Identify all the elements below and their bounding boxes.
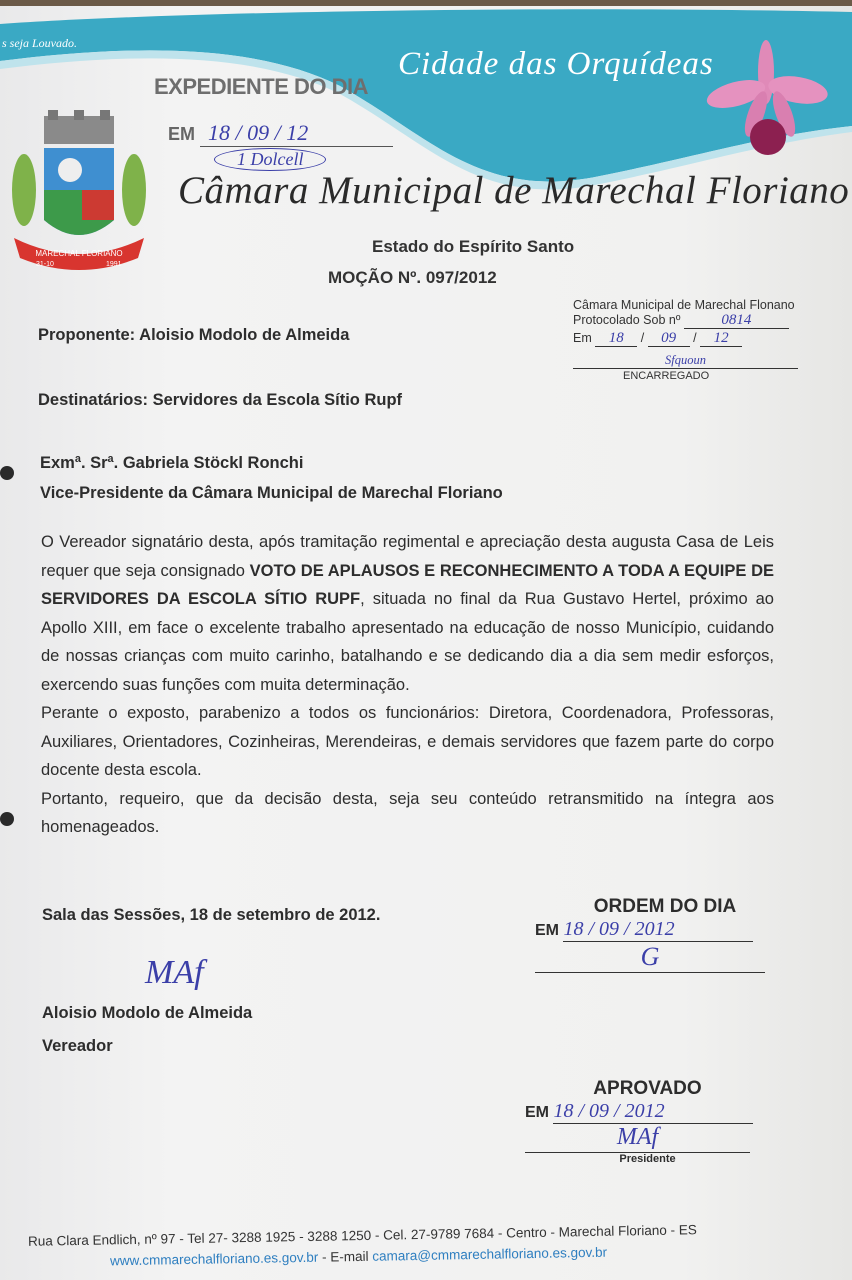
- p1-text: O Vereador signatário desta, após tramitação regimental e apreciação desta augusta Casa de Leis requer que seja consignado: [41, 533, 774, 580]
- orchid-logo: [706, 32, 832, 160]
- addressee-name: Exmª. Srª. Gabriela Stöckl Ronchi: [40, 454, 304, 472]
- signer-role: Vereador: [42, 1037, 113, 1055]
- footer-website[interactable]: www.cmmarechalfloriano.es.gov.br: [109, 1249, 319, 1269]
- ordem-date: 18 / 09 / 2012: [563, 918, 753, 942]
- expediente-date: 18 / 09 / 12: [200, 120, 393, 147]
- ordem-em-label: EM: [535, 922, 559, 939]
- proponente-label: Proponente:: [38, 326, 136, 344]
- vereador-signature: MAf: [145, 954, 204, 991]
- crest-date-right: 1991: [106, 261, 122, 268]
- paragraph-2: Perante o exposto, parabenizo a todos os funcionários: Diretora, Coordenadora, Professoras, Auxiliares, Orientadores, Cozinheiras, Merendeiras, e demais servidores que fazem parte do corpo docente desta escola.: [41, 704, 774, 779]
- ordem-do-dia-stamp: [535, 896, 775, 973]
- motion-number: MOÇÃO Nº. 097/2012: [328, 268, 497, 287]
- aprovado-date: 18 / 09 / 2012: [553, 1100, 753, 1124]
- p1-end: , situada no final da Rua Gustavo Hertel, próximo ao Apollo XIII, em face o excelente trabalho apresentado na educação de nosso Município, cuidando de nossas crianças com muito carinho, batalhando e se dedicando dia a dia sem medir esforços, exercendo suas funções com muita determinação.: [41, 590, 774, 694]
- protocol-signature: Sfquoun: [573, 353, 798, 369]
- protocol-stamp-header: Câmara Municipal de Marechal Flonano: [573, 298, 795, 312]
- protocol-role: ENCARREGADO: [623, 370, 710, 382]
- destinatarios: [38, 391, 402, 410]
- paragraph-1: [41, 528, 774, 699]
- proponente: [38, 326, 349, 345]
- protocol-stamp: Câmara Municipal de Marechal Flonano Protocolado Sob nº 0814 Em 18 / 09 / 12 Sfquoun ENCARREGADO: [573, 298, 798, 384]
- protocol-year: 12: [700, 331, 742, 347]
- crest-banner-text: MARECHAL FLORIANO: [35, 249, 123, 258]
- document-page: [0, 6, 852, 1280]
- footer-email[interactable]: camara@cmmarechalfloriano.es.gov.br: [372, 1244, 608, 1264]
- aprovado-em-label: EM: [525, 1104, 549, 1121]
- aprovado-label: APROVADO: [593, 1078, 702, 1099]
- punch-hole: [0, 466, 14, 480]
- ordem-initials: G: [535, 942, 765, 973]
- president-signature: MAf: [525, 1124, 750, 1153]
- protocol-number: 0814: [684, 313, 789, 329]
- footer-email-label: - E-mail: [318, 1248, 373, 1265]
- destinatarios-label: Destinatários:: [38, 391, 149, 409]
- protocol-em-label: Em: [573, 331, 592, 345]
- state-name: Estado do Espírito Santo: [372, 237, 575, 256]
- place-date: Sala das Sessões, 18 de setembro de 2012.: [42, 906, 381, 924]
- signer-name: Aloisio Modolo de Almeida: [42, 1004, 253, 1022]
- expediente-em-label: EM: [168, 124, 195, 144]
- crest-date-left: 31-10: [36, 261, 54, 268]
- destinatarios-value: Servidores da Escola Sítio Rupf: [152, 391, 403, 409]
- protocol-month: 09: [648, 331, 690, 347]
- addressee-role: Vice-Presidente da Câmara Municipal de Marechal Floriano: [40, 484, 503, 502]
- footer-contact: [110, 1245, 607, 1269]
- protocol-label: Protocolado Sob nº: [573, 313, 681, 327]
- footer-address: Rua Clara Endlich, nº 97 - Tel 27- 3288 1925 - 3288 1250 - Cel. 27-9789 7684 - Centro - Marechal Floriano - ES: [27, 1222, 697, 1249]
- city-slogan: Cidade das Orquídeas: [398, 46, 714, 82]
- ordem-label: ORDEM DO DIA: [593, 896, 737, 917]
- expediente-initials: 1 Dolcell: [214, 148, 326, 171]
- paragraph-3: Portanto, requeiro, que da decisão desta, seja seu conteúdo retransmitido na íntegra aos homenageados.: [41, 789, 774, 836]
- proponente-value: Aloisio Modolo de Almeida: [139, 326, 350, 344]
- aprovado-stamp: [525, 1078, 770, 1165]
- motto: s seja Louvado.: [2, 36, 77, 50]
- motion-body: [41, 528, 774, 842]
- chamber-title: Câmara Municipal de Marechal Floriano: [178, 169, 850, 212]
- president-role: Presidente: [619, 1153, 676, 1165]
- protocol-day: 18: [595, 331, 637, 347]
- p1-bold: VOTO DE APLAUSOS E RECONHECIMENTO A TODA A EQUIPE DE SERVIDORES DA ESCOLA SÍTIO RUPF: [41, 561, 775, 608]
- expediente-stamp-label: EXPEDIENTE DO DIA: [154, 74, 368, 99]
- municipal-crest: [10, 110, 148, 278]
- punch-hole: [0, 812, 14, 826]
